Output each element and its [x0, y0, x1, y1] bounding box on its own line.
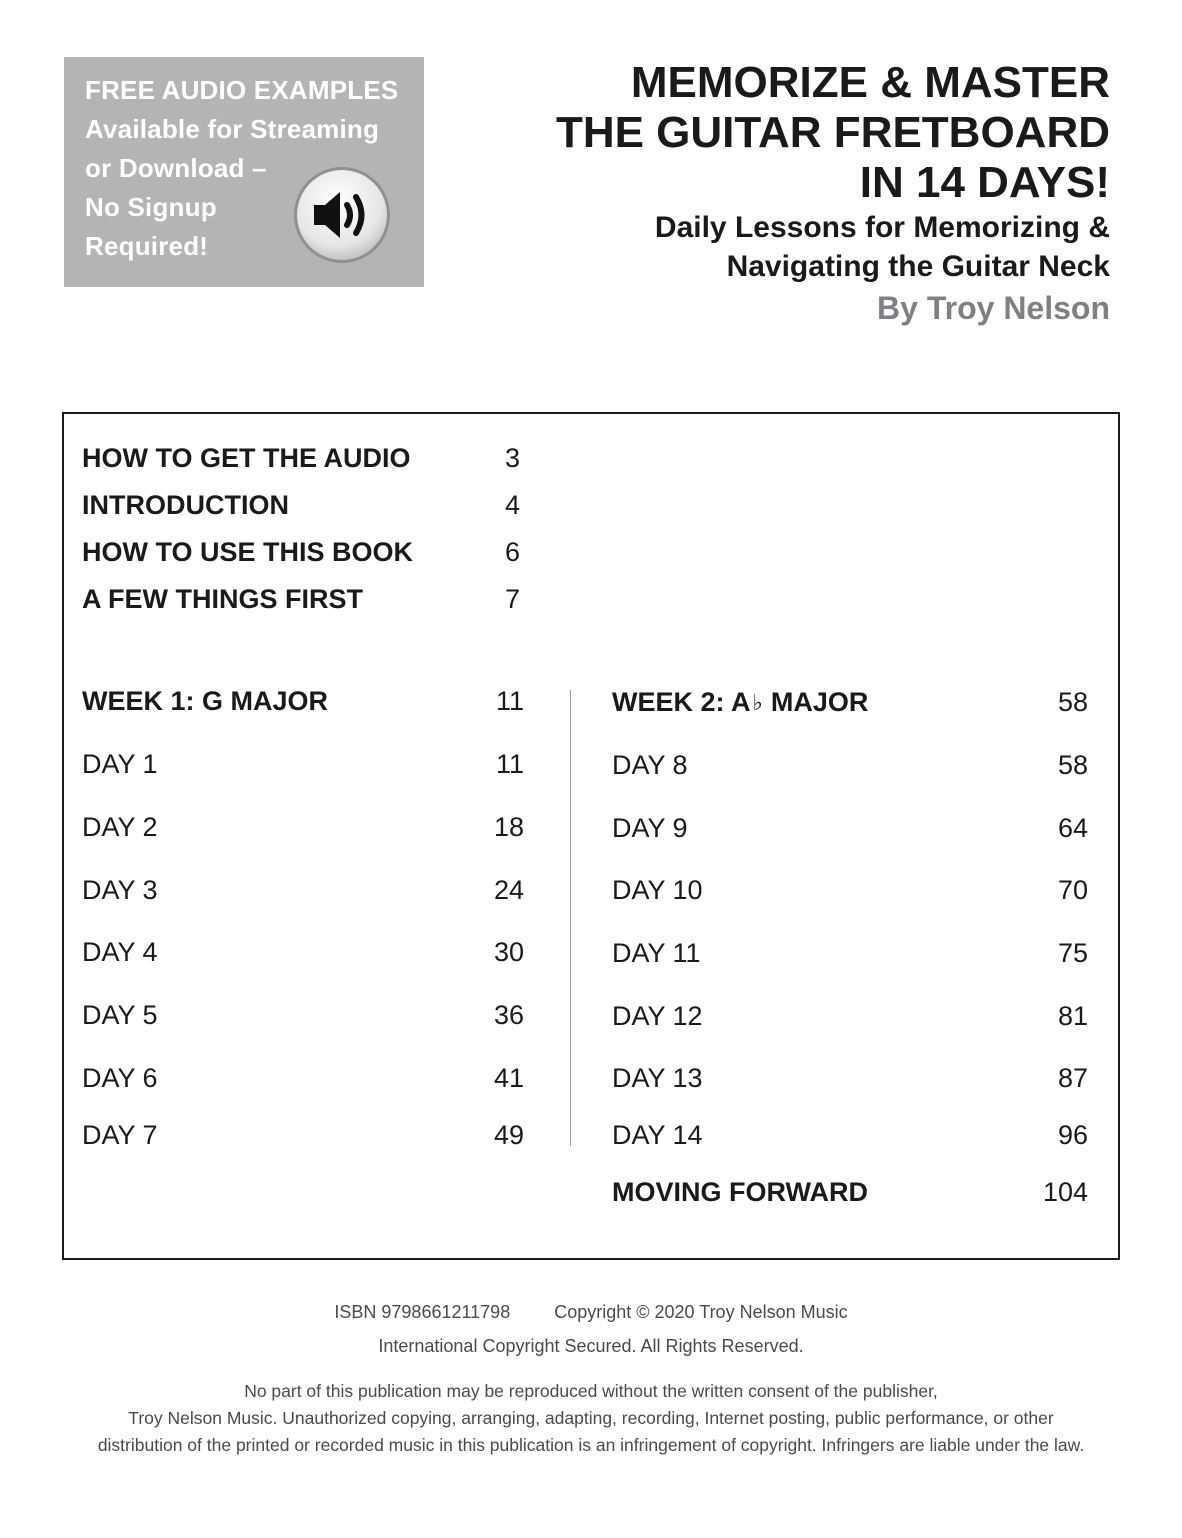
isbn-copyright-line: [0, 1302, 1182, 1323]
book-subtitle-line: Navigating the Guitar Neck: [726, 250, 1110, 283]
toc-day-page: 24: [493, 875, 524, 905]
toc-day-label: DAY 9: [612, 813, 688, 843]
toc-day-page: 96: [1057, 1120, 1088, 1150]
book-author: By Troy Nelson: [877, 290, 1110, 326]
toc-entry-page: 6: [504, 537, 520, 567]
toc-day-page: 49: [493, 1120, 524, 1150]
toc-entry-page: 7: [504, 584, 520, 614]
audio-promo-box: [64, 57, 424, 287]
table-of-contents: [62, 412, 1120, 1260]
copyright: Copyright © 2020 Troy Nelson Music: [554, 1302, 848, 1322]
toc-entry-label: HOW TO GET THE AUDIO: [82, 443, 411, 473]
book-title-line: IN 14 DAYS!: [859, 158, 1110, 207]
week2-heading-suffix: MAJOR: [770, 687, 869, 717]
toc-entry-label: HOW TO USE THIS BOOK: [82, 537, 414, 567]
toc-day-label: DAY 2: [82, 812, 158, 842]
toc-day-page: 30: [493, 937, 524, 967]
toc-day-page: 75: [1057, 938, 1088, 968]
toc-day-page: 64: [1057, 813, 1088, 843]
book-title-line: MEMORIZE & MASTER: [630, 58, 1110, 107]
toc-day-page: 81: [1057, 1001, 1088, 1031]
legal-line: No part of this publication may be reproduced without the written consent of the publisher,: [244, 1381, 938, 1401]
isbn: ISBN 9798661211798: [334, 1302, 511, 1322]
legal-line: Troy Nelson Music. Unauthorized copying, arranging, adapting, recording, Internet posting, public performance, or other: [128, 1408, 1054, 1428]
toc-day-label: DAY 7: [82, 1120, 158, 1150]
audio-promo-line: Required!: [85, 231, 209, 261]
column-divider: [570, 690, 571, 1146]
toc-day-page: 58: [1057, 750, 1088, 780]
toc-day-page: 70: [1057, 875, 1088, 905]
toc-day-page: 11: [495, 749, 524, 779]
toc-entry-page: 4: [504, 490, 520, 520]
week2-heading-page: 58: [1057, 687, 1088, 717]
week2-heading-prefix: WEEK 2: A: [612, 687, 751, 717]
rights-line: International Copyright Secured. All Rights Reserved.: [378, 1336, 804, 1356]
toc-day-label: DAY 12: [612, 1001, 703, 1031]
audio-promo-line: Available for Streaming: [85, 114, 380, 144]
toc-day-label: DAY 5: [82, 1000, 158, 1030]
toc-entry-label: INTRODUCTION: [82, 490, 289, 520]
audio-promo-line: or Download –: [85, 153, 267, 183]
toc-entry-page: 3: [504, 443, 520, 473]
toc-closing-label: MOVING FORWARD: [612, 1177, 868, 1207]
toc-day-label: DAY 3: [82, 875, 158, 905]
toc-day-label: DAY 13: [612, 1063, 703, 1093]
legal-line: distribution of the printed or recorded music in this publication is an infringement of copyright. Infringers are liable under the law.: [97, 1435, 1085, 1455]
toc-closing-page: 104: [1042, 1177, 1088, 1207]
title-block: [556, 58, 1110, 330]
toc-entry-label: A FEW THINGS FIRST: [82, 584, 363, 614]
toc-day-page: 18: [493, 812, 524, 842]
week1-heading-page: 11: [495, 686, 524, 716]
toc-day-label: DAY 8: [612, 750, 688, 780]
toc-day-label: DAY 6: [82, 1063, 158, 1093]
week1-heading: WEEK 1: G MAJOR: [82, 686, 329, 716]
toc-day-label: DAY 1: [82, 749, 158, 779]
week2-heading: [612, 686, 868, 719]
toc-day-label: DAY 11: [612, 938, 701, 968]
toc-day-label: DAY 10: [612, 875, 703, 905]
toc-day-page: 87: [1057, 1063, 1088, 1093]
toc-day-page: 41: [493, 1063, 524, 1093]
speaker-volume-icon: [292, 165, 392, 265]
book-subtitle-line: Daily Lessons for Memorizing &: [654, 211, 1110, 244]
toc-day-label: DAY 4: [82, 937, 158, 967]
flat-symbol: ♭: [752, 690, 763, 715]
audio-promo-line: No Signup: [85, 192, 217, 222]
audio-promo-line: FREE AUDIO EXAMPLES: [85, 75, 399, 105]
book-title-line: THE GUITAR FRETBOARD: [555, 108, 1110, 157]
toc-day-page: 36: [493, 1000, 524, 1030]
toc-day-label: DAY 14: [612, 1120, 703, 1150]
